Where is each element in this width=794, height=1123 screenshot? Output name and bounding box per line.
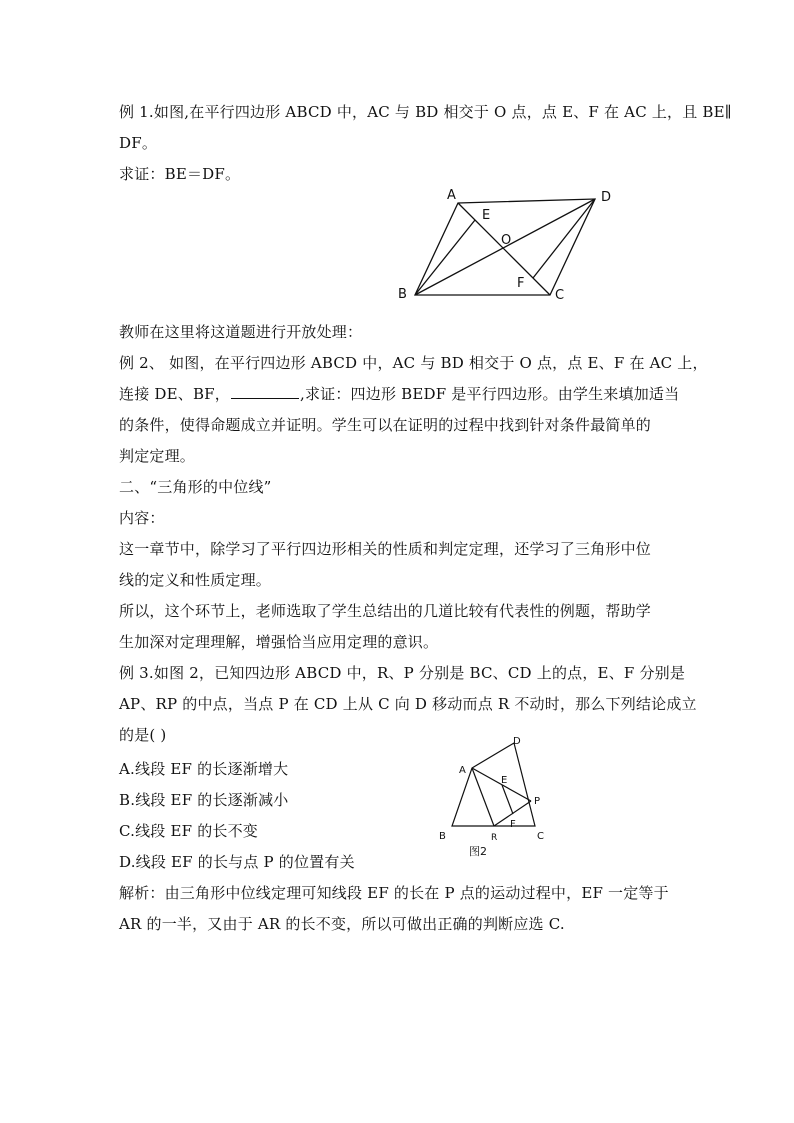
para1-line-2: 线的定义和性质定理。 (119, 571, 272, 589)
label-b: B (439, 831, 446, 842)
content-label: 内容： (119, 509, 165, 527)
option-a: A.线段 EF 的长逐渐增大 (119, 760, 289, 778)
label-r: R (491, 833, 498, 843)
ex2-line-3: 的条件，使得命题成立并证明。学生可以在证明的过程中找到针对条件最简单的 (119, 416, 652, 434)
analysis-line-2: AR 的一半，又由于 AR 的长不变，所以可做出正确的判断应选 C. (119, 915, 565, 933)
para2-line-2: 生加深对定理理解，增强恰当应用定理的意识。 (119, 633, 439, 651)
label-b: B (398, 287, 407, 302)
quadrilateral-abcd (452, 743, 535, 826)
segment-ar (472, 768, 494, 826)
para1-line-1: 这一章节中，除学习了平行四边形相关的性质和判定定理，还学习了三角形中位 (119, 540, 652, 558)
ex1-line-2: DF。 (119, 134, 158, 152)
label-a: A (447, 188, 456, 203)
ex1-prove-line: 求证：BE＝DF。 (119, 165, 241, 183)
label-f: F (510, 819, 516, 830)
ex2-line-2 (119, 384, 679, 404)
fill-in-blank (231, 384, 299, 399)
figure-caption: 图2 (469, 845, 487, 858)
label-e: E (482, 208, 491, 223)
label-d: D (513, 736, 521, 747)
section-heading: 二、“三角形的中位线” (119, 478, 272, 496)
ex2-line-2a: 连接 DE、BF， (119, 385, 230, 403)
label-c: C (537, 831, 544, 842)
ex3-line-3: 的是( ) (119, 726, 167, 744)
ex3-line-1: 例 3.如图 2，已知四边形 ABCD 中，R、P 分别是 BC、CD 上的点，E、F 分别是 (119, 664, 686, 682)
teacher-note: 教师在这里将这道题进行开放处理： (119, 323, 363, 341)
analysis-line-1: 解析：由三角形中位线定理可知线段 EF 的长在 P 点的运动过程中，EF 一定等于 (119, 884, 669, 902)
parallelogram-figure (390, 185, 620, 305)
label-f: F (517, 276, 525, 291)
quadrilateral-figure (432, 733, 562, 863)
ex2-line-2b: ,求证：四边形 BEDF 是平行四边形。由学生来填加适当 (299, 385, 680, 403)
ex1-line-1: 例 1.如图,在平行四边形 ABCD 中，AC 与 BD 相交于 O 点，点 E、F 在 AC 上，且 BE∥ (119, 103, 732, 121)
option-b: B.线段 EF 的长逐渐减小 (119, 791, 289, 809)
label-d: D (601, 190, 612, 205)
label-e: E (501, 775, 508, 786)
label-o: O (501, 233, 512, 248)
ex2-line-1: 例 2、 如图，在平行四边形 ABCD 中，AC 与 BD 相交于 O 点，点 E、F 在 AC 上， (119, 354, 708, 372)
option-d: D.线段 EF 的长与点 P 的位置有关 (119, 853, 355, 871)
option-c: C.线段 EF 的长不变 (119, 822, 259, 840)
ex3-line-2: AP、RP 的中点，当点 P 在 CD 上从 C 向 D 移动而点 R 不动时，那么下列结论成立 (119, 695, 697, 713)
label-c: C (555, 288, 565, 303)
para2-line-1: 所以，这个环节上，老师选取了学生总结出的几道比较有代表性的例题，帮助学 (119, 602, 652, 620)
ex2-line-4: 判定定理。 (119, 447, 196, 465)
label-p: P (534, 796, 541, 807)
diagonal-ac (458, 203, 550, 295)
label-a: A (459, 765, 466, 776)
